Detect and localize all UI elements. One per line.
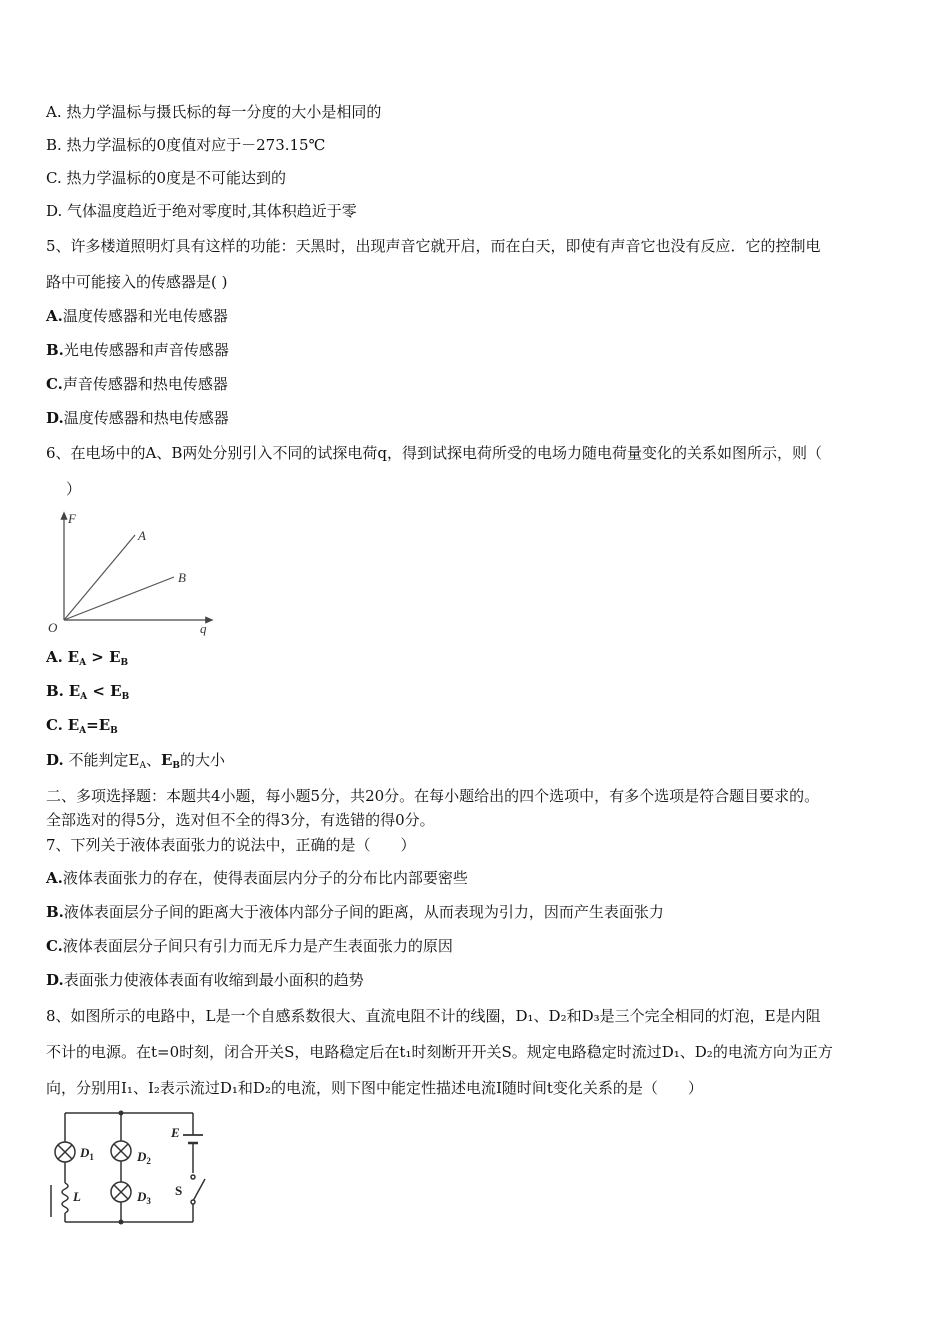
- e-symbol: E: [67, 716, 80, 734]
- q6-stem-line1: 6、在电场中的A、B两处分别引入不同的试探电荷q，得到试探电荷所受的电场力随电荷量变化的关系如图所示，则（: [46, 444, 823, 462]
- q5-text-b: 光电传感器和声音传感器: [63, 341, 229, 359]
- q7-text-b: 液体表面层分子间的距离大于液体内部分子间的距离，从而表现为引力，因而产生表面张力: [63, 903, 664, 921]
- label-d1-sub: 1: [89, 1152, 94, 1162]
- q6-letter-d: D.: [46, 751, 64, 769]
- q5-option-c: [46, 374, 228, 394]
- q7-stem: 7、下列关于液体表面张力的说法中，正确的是（ ）: [46, 836, 416, 854]
- q6-d-text-2: 、: [145, 751, 161, 769]
- lt-sign: <: [87, 682, 111, 700]
- label-d2-letter: D: [137, 1149, 147, 1164]
- q5-stem-line1: 5、许多楼道照明灯具有这样的功能：天黑时，出现声音它就开启，而在白天，即使有声音它也没有反应．它的控制电: [46, 237, 821, 255]
- inductor-l: [62, 1183, 68, 1213]
- q8-stem-line3: 向，分别用I₁、I₂表示流过D₁和D₂的电流，则下图中能定性描述电流I随时间t变化关系的是（ ）: [46, 1079, 703, 1097]
- line-a-label: A: [138, 528, 146, 543]
- q4-option-c: C. 热力学温标的0度是不可能达到的: [46, 169, 287, 187]
- q7-option-c: [46, 936, 453, 956]
- q6-option-b: [46, 681, 129, 707]
- q6-option-a: [46, 647, 128, 673]
- line-b-label: B: [178, 570, 186, 585]
- label-d1-letter: D: [80, 1145, 90, 1160]
- q7-letter-a: A.: [46, 869, 63, 887]
- q6-option-c: [46, 715, 118, 741]
- q7-text-d: 表面张力使液体表面有收缩到最小面积的趋势: [63, 971, 364, 989]
- sub-a: A: [79, 658, 87, 668]
- q6-letter-c: C.: [46, 716, 63, 734]
- label-e: E: [171, 1125, 180, 1140]
- q8-stem-line1: 8、如图所示的电路中，L是一个自感系数很大、直流电阻不计的线圈，D₁、D₂和D₃是三个完全相同的灯泡，E是内阻: [46, 1007, 821, 1025]
- q5-text-a: 温度传感器和光电传感器: [62, 307, 228, 325]
- q5-letter-d: D.: [46, 409, 64, 427]
- eq-sign: =: [86, 716, 99, 734]
- y-axis-label: F: [68, 511, 76, 526]
- section2-line2: 全部选对的得5分，选对但不全的得3分，有选错的得0分。: [46, 811, 435, 829]
- label-d1: [79, 1145, 94, 1162]
- e-symbol: E: [68, 682, 81, 700]
- q7-option-b: [46, 902, 664, 922]
- label-d2: [136, 1149, 151, 1166]
- q6-d-text-3: 的大小: [180, 751, 226, 769]
- section2-line1: 二、多项选择题：本题共4小题，每小题5分，共20分。在每小题给出的四个选项中，有多个选项是符合题目要求的。: [46, 787, 820, 805]
- q5-text-c: 声音传感器和热电传感器: [62, 375, 228, 393]
- sub-b: B: [172, 761, 180, 771]
- q6-option-d: [46, 750, 225, 776]
- q4-option-b: B. 热力学温标的0度值对应于－273.15℃: [46, 136, 326, 154]
- q7-text-c: 液体表面层分子间只有引力而无斥力是产生表面张力的原因: [62, 937, 453, 955]
- label-d3-sub: 3: [146, 1196, 151, 1206]
- e-symbol: E: [67, 648, 80, 666]
- q5-option-b: [46, 340, 229, 360]
- switch-s: [193, 1179, 205, 1201]
- q4-option-a: A. 热力学温标与摄氏标的每一分度的大小是相同的: [46, 103, 382, 121]
- label-l: L: [73, 1189, 81, 1204]
- e-symbol: E: [98, 716, 111, 734]
- e-symbol: E: [160, 751, 173, 769]
- label-d2-sub: 2: [146, 1156, 151, 1166]
- sub-b: B: [121, 692, 130, 702]
- sub-a: A: [80, 692, 88, 702]
- q5-text-d: 温度传感器和热电传感器: [63, 409, 229, 427]
- label-d3: [136, 1189, 151, 1206]
- q7-option-a: [46, 868, 468, 888]
- origin-label: O: [48, 620, 58, 635]
- q6-force-charge-graph: [40, 505, 220, 640]
- q5-letter-b: B.: [46, 341, 64, 359]
- q5-letter-c: C.: [46, 375, 63, 393]
- q6-d-text-1: 不能判定E: [68, 751, 140, 769]
- x-axis-label: q: [200, 621, 207, 636]
- gt-sign: >: [86, 648, 110, 666]
- label-d3-letter: D: [137, 1189, 147, 1204]
- q5-letter-a: A.: [46, 307, 63, 325]
- q8-stem-line2: 不计的电源。在t=0时刻，闭合开关S，电路稳定后在t₁时刻断开开关S。规定电路稳定时流过D₁、D₂的电流方向为正方: [46, 1043, 833, 1061]
- line-b: [64, 577, 174, 620]
- sub-b: B: [120, 658, 129, 668]
- q5-option-d: [46, 408, 229, 428]
- sub-a: A: [79, 726, 87, 736]
- q6-letter-a: A.: [46, 648, 63, 666]
- q4-option-d: D. 气体温度趋近于绝对零度时,其体积趋近于零: [46, 202, 357, 220]
- q6-stem-line2: ）: [66, 480, 82, 498]
- q7-letter-c: C.: [46, 937, 63, 955]
- e-symbol: E: [110, 682, 122, 700]
- q8-circuit-diagram: [40, 1105, 220, 1230]
- q6-letter-b: B.: [46, 682, 64, 700]
- q5-option-a: [46, 306, 228, 326]
- q5-stem-line2: 路中可能接入的传感器是( ): [46, 273, 228, 291]
- line-a: [64, 535, 135, 620]
- q7-letter-d: D.: [46, 971, 64, 989]
- q7-text-a: 液体表面张力的存在，使得表面层内分子的分布比内部要密些: [62, 869, 468, 887]
- sub-b: B: [110, 726, 118, 736]
- q7-option-d: [46, 970, 364, 990]
- e-symbol: E: [109, 648, 121, 666]
- q7-letter-b: B.: [46, 903, 64, 921]
- sub-a: A: [139, 761, 146, 771]
- label-s: S: [175, 1183, 183, 1198]
